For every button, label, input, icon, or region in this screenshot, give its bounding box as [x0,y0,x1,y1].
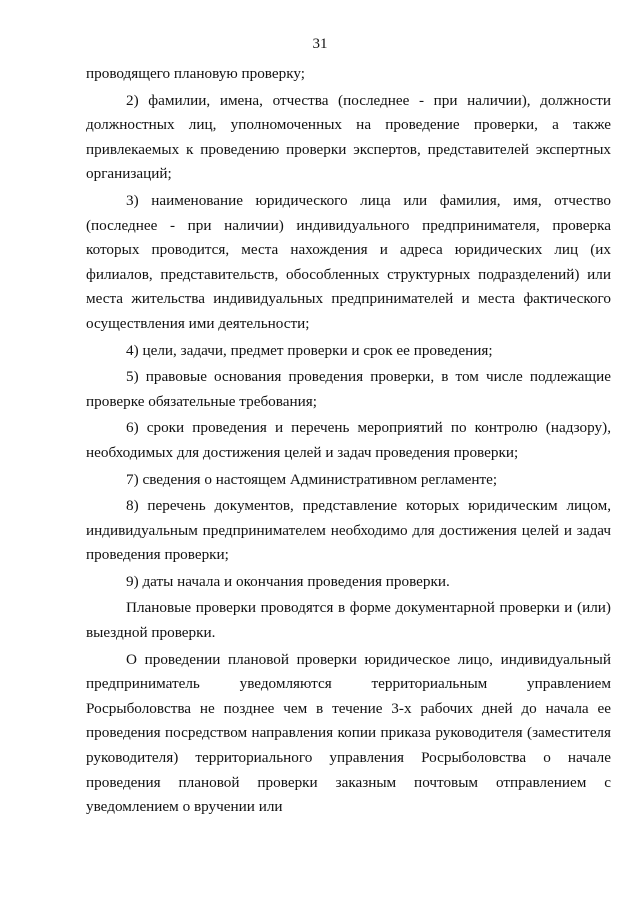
list-item-5: 5) правовые основания проведения проверки, в том числе подлежащие проверке обязательные требования; [86,368,611,410]
list-item-4: 4) цели, задачи, предмет проверки и срок ее проведения; [126,341,493,359]
paragraph-continuation: проводящего плановую проверку; [86,65,305,82]
list-item-6: 6) сроки проведения и перечень мероприятий по контролю (надзору), необходимых для достижения целей и задач проведения проверки; [86,419,611,461]
list-item-8: 8) перечень документов, представление которых юридическим лицом, индивидуальным предпринимателем необходимо для достижения целей и задач проведения проверки; [86,497,611,564]
page-number: 31 [312,36,328,52]
list-item-3: 3) наименование юридического лица или фамилия, имя, отчество (последнее - при наличии) индивидуального предпринимателя, проверка которых проводится, места нахождения и адреса юридических лиц (их филиалов, представительств, обособленных структурных подразделений) или места жительства индивидуальных предпринимателей и места фактического осуществления ими деятельности; [86,191,611,332]
list-item-9: 9) даты начала и окончания проведения проверки. [126,572,450,590]
list-item-2: 2) фамилии, имена, отчества (последнее - при наличии), должности должностных лиц, уполномоченных на проведение проверки, а также привлекаемых к проведению проверки экспертов, представителей экспертных организаций; [86,91,611,183]
document-body [86,62,611,822]
paragraph-inspection-forms: Плановые проверки проводятся в форме документарной проверки и (или) выездной проверки. [86,599,611,642]
list-item-7: 7) сведения о настоящем Административном регламенте; [126,470,498,488]
paragraph-notification: О проведении плановой проверки юридическое лицо, индивидуальный предприниматель уведомляются территориальным управлением Росрыболовства не позднее чем в течение 3-х рабочих дней до начала ее проведения посредством направления копии приказа руководителя (заместителя руководителя) территориального управления Росрыболовства о начале проведения плановой проверки заказным почтовым отправлением с уведомлением о вручении или [86,650,611,816]
